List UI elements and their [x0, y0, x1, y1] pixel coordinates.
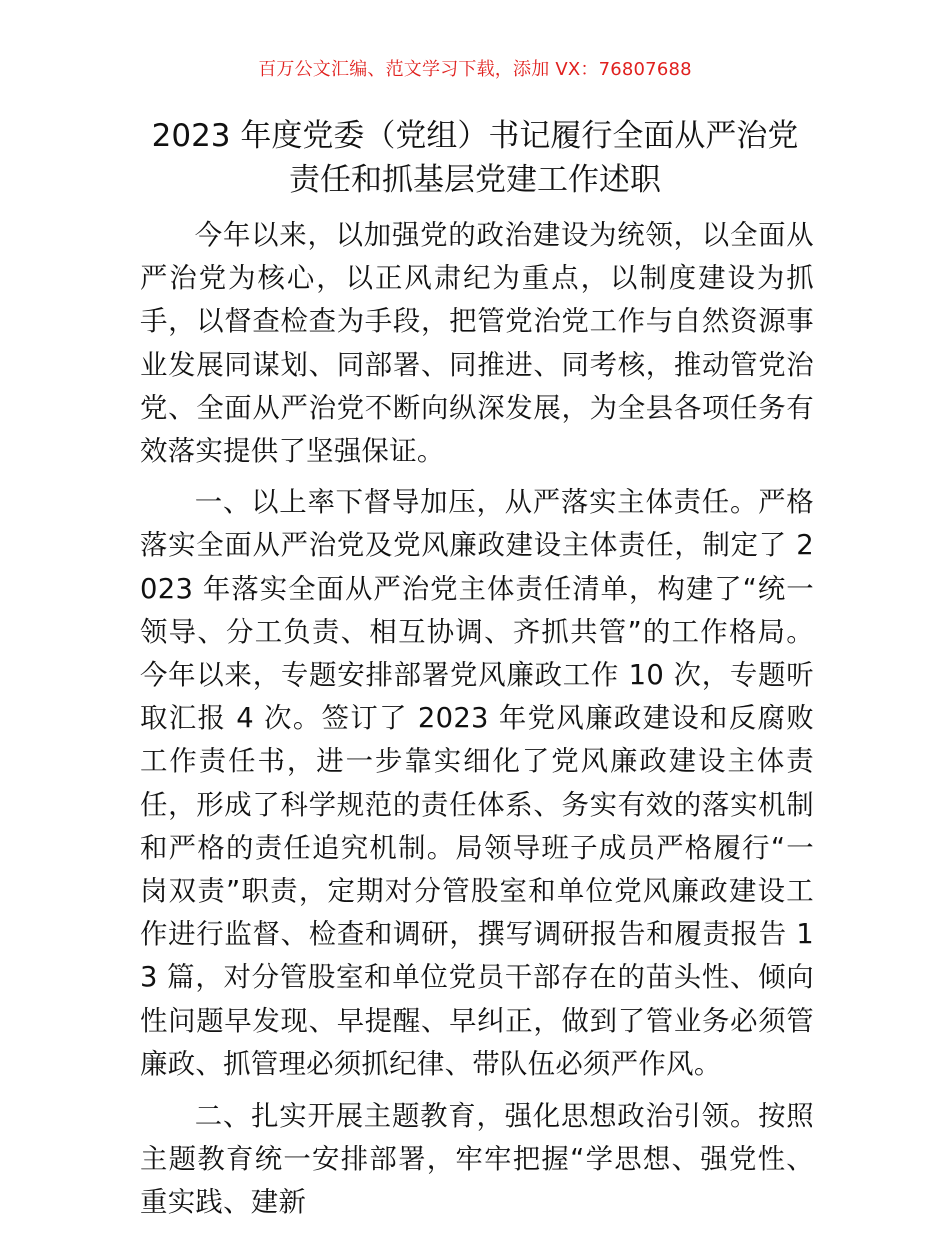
title-line-2: 责任和抓基层党建工作述职	[289, 162, 661, 198]
document-title	[120, 114, 830, 202]
download-promo-note: 百万公文汇编、范文学习下载，添加 VX：76807688	[258, 59, 692, 80]
paragraph-section-2: 二、扎实开展主题教育，强化思想政治引领。按照主题教育统一安排部署，牢牢把握“学思想、强党性、重实践、建新	[140, 1101, 814, 1219]
paragraph-intro: 今年以来，以加强党的政治建设为统领，以全面从严治党为核心，以正风肃纪为重点，以制度建设为抓手，以督查检查为手段，把管党治党工作与自然资源事业发展同谋划、同部署、同推进、同考核，推动管党治党、全面从严治党不断向纵深发展，为全县各项任务有效落实提供了坚强保证。	[140, 220, 814, 468]
document-body	[140, 214, 814, 1234]
title-line-1: 2023 年度党委（党组）书记履行全面从严治党	[151, 118, 799, 154]
paragraph-section-1: 一、以上率下督导加压，从严落实主体责任。严格落实全面从严治党及党风廉政建设主体责任，制定了 2023 年落实全面从严治党主体责任清单，构建了“统一领导、分工负责、相互协调、齐抓共管”的工作格局。今年以来，专题安排部署党风廉政工作 10 次，专题听取汇报 4 次。签订了 2023 年党风廉政建设和反腐败工作责任书，进一步靠实细化了党风廉政建设主体责任，形成了科学规范的责任体系、务实有效的落实机制和严格的责任追究机制。局领导班子成员严格履行“一岗双责”职责，定期对分管股室和单位党风廉政建设工作进行监督、检查和调研，撰写调研报告和履责报告 13 篇，对分管股室和单位党员干部存在的苗头性、倾向性问题早发现、早提醒、早纠正，做到了管业务必须管廉政、抓管理必须抓纪律、带队伍必须严作风。	[140, 487, 814, 1080]
